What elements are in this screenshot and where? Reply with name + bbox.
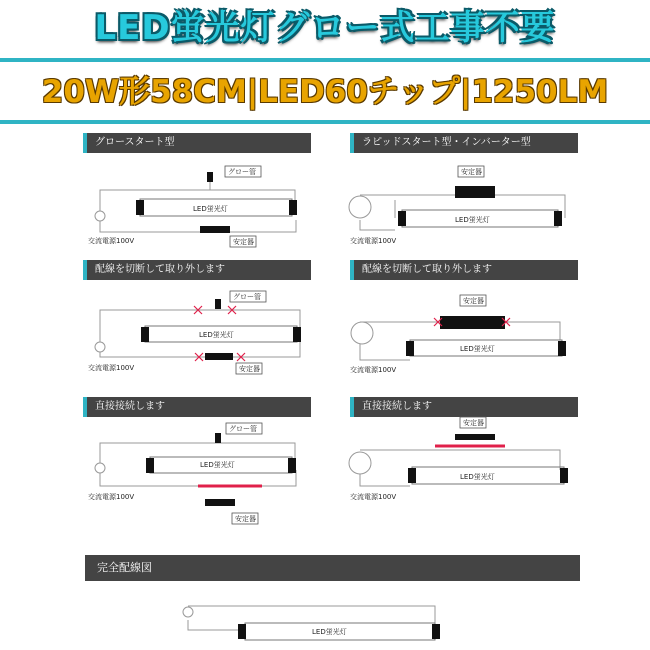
section-label: 直接接続します <box>95 401 165 412</box>
label-glow: グロー管 <box>229 425 257 433</box>
label-power: 交流電源100V <box>88 364 135 372</box>
label-tube: LED蛍光灯 <box>193 205 228 213</box>
power-source-symbols <box>95 196 373 617</box>
diagram-labels <box>88 166 495 636</box>
section-label: 配線を切断して取り外します <box>362 264 492 275</box>
label-ballast: 安定器 <box>235 515 256 523</box>
label-power: 交流電源100V <box>350 237 397 245</box>
label-power: 交流電源100V <box>350 366 397 374</box>
tube-end-caps <box>136 200 568 639</box>
section-label: グロースタート型 <box>95 137 175 148</box>
label-tube: LED蛍光灯 <box>199 331 234 339</box>
label-tube: LED蛍光灯 <box>460 473 495 481</box>
label-power: 交流電源100V <box>88 493 135 501</box>
label-tube: LED蛍光灯 <box>200 461 235 469</box>
label-ballast: 安定器 <box>463 419 484 427</box>
label-ballast: 安定器 <box>239 365 260 373</box>
label-glow: グロー管 <box>228 168 256 176</box>
label-ballast: 安定器 <box>233 238 254 246</box>
label-power: 交流電源100V <box>88 237 135 245</box>
section-label: 完全配線図 <box>97 561 152 574</box>
label-glow: グロー管 <box>233 293 261 301</box>
section-label: ラピッドスタート型・インバーター型 <box>362 137 531 148</box>
label-tube: LED蛍光灯 <box>312 628 347 636</box>
diagram-rapid-start <box>360 195 565 230</box>
section-label: 直接接続します <box>362 401 432 412</box>
label-power: 交流電源100V <box>350 493 397 501</box>
spec-line: 20W形58CM|LED60チップ|1250LM <box>41 74 609 110</box>
section-label: 配線を切断して取り外します <box>95 264 225 275</box>
label-ballast: 安定器 <box>463 297 484 305</box>
page-title: LED蛍光灯グロー式工事不要 <box>94 8 556 48</box>
label-tube: LED蛍光灯 <box>455 216 490 224</box>
label-tube: LED蛍光灯 <box>460 345 495 353</box>
diagram-direct-left <box>100 443 296 486</box>
label-ballast: 安定器 <box>461 168 482 176</box>
